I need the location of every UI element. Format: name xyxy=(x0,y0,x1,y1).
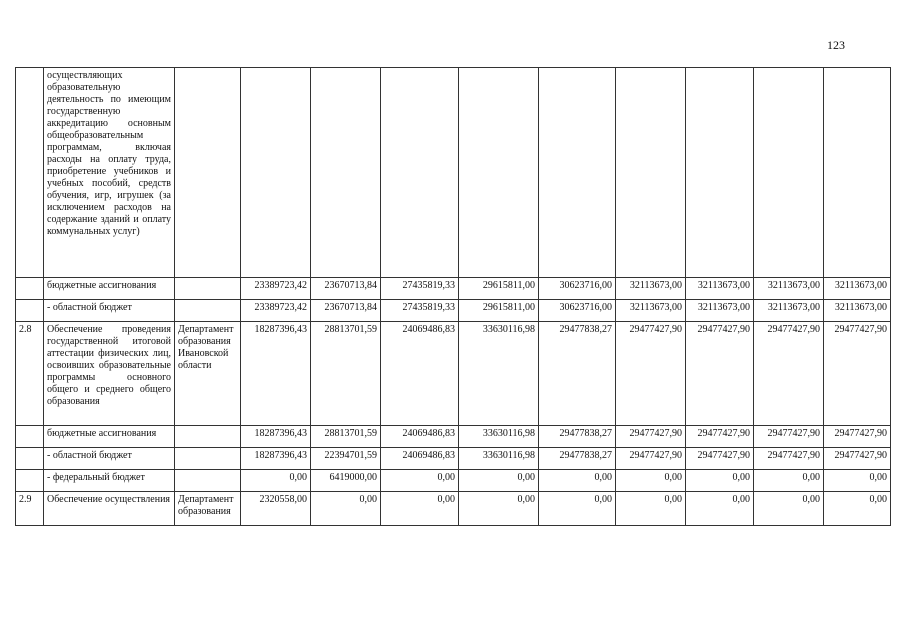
row-number xyxy=(16,448,44,470)
value-cell: 0,00 xyxy=(824,470,891,492)
row-description: осуществляющих образовательную деятельность по имеющим государственную аккредитацию основным общеобразовательным программам, включая расходы на оплату труда, приобретение учебников и учебных пособий, средств обучения, игр, игрушек (за исключением расходов на содержание зданий и оплату коммунальных услуг) xyxy=(44,68,175,278)
value-cell: 0,00 xyxy=(686,492,754,526)
value-cell: 23670713,84 xyxy=(311,300,381,322)
value-cell xyxy=(459,68,539,278)
budget-table xyxy=(15,67,891,526)
value-cell: 29477427,90 xyxy=(686,322,754,426)
row-number xyxy=(16,300,44,322)
row-description: Обеспечение проведения государственной итоговой аттестации физических лиц, освоивших образовательные программы основного общего и среднего общего образования xyxy=(44,322,175,426)
value-cell: 0,00 xyxy=(754,492,824,526)
value-cell: 29477427,90 xyxy=(686,426,754,448)
row-number xyxy=(16,68,44,278)
row-department: Департамент образования Ивановской области xyxy=(175,322,241,426)
value-cell: 27435819,33 xyxy=(381,278,459,300)
row-description: - областной бюджет xyxy=(44,300,175,322)
value-cell: 6419000,00 xyxy=(311,470,381,492)
value-cell: 23670713,84 xyxy=(311,278,381,300)
value-cell: 28813701,59 xyxy=(311,426,381,448)
page-number: 123 xyxy=(827,38,845,52)
value-cell: 29477427,90 xyxy=(754,322,824,426)
table-row xyxy=(16,492,891,526)
value-cell: 0,00 xyxy=(616,470,686,492)
value-cell: 0,00 xyxy=(241,470,311,492)
table-row xyxy=(16,300,891,322)
value-cell: 29477427,90 xyxy=(754,448,824,470)
value-cell xyxy=(616,68,686,278)
value-cell xyxy=(754,68,824,278)
value-cell xyxy=(824,68,891,278)
value-cell: 24069486,83 xyxy=(381,426,459,448)
table-row xyxy=(16,68,891,278)
value-cell: 33630116,98 xyxy=(459,448,539,470)
value-cell: 32113673,00 xyxy=(824,300,891,322)
table-row xyxy=(16,470,891,492)
value-cell: 28813701,59 xyxy=(311,322,381,426)
value-cell: 0,00 xyxy=(539,470,616,492)
row-description: - областной бюджет xyxy=(44,448,175,470)
value-cell: 23389723,42 xyxy=(241,300,311,322)
row-description: Обеспечение осуществления xyxy=(44,492,175,526)
value-cell: 29615811,00 xyxy=(459,278,539,300)
value-cell: 0,00 xyxy=(824,492,891,526)
value-cell: 0,00 xyxy=(459,492,539,526)
value-cell: 0,00 xyxy=(311,492,381,526)
value-cell: 32113673,00 xyxy=(686,278,754,300)
value-cell: 33630116,98 xyxy=(459,426,539,448)
value-cell xyxy=(311,68,381,278)
row-department xyxy=(175,426,241,448)
row-description: бюджетные ассигнования xyxy=(44,278,175,300)
table-row xyxy=(16,278,891,300)
value-cell: 30623716,00 xyxy=(539,278,616,300)
row-number: 2.9 xyxy=(16,492,44,526)
value-cell: 18287396,43 xyxy=(241,448,311,470)
value-cell: 18287396,43 xyxy=(241,322,311,426)
table-row xyxy=(16,322,891,426)
value-cell: 29477427,90 xyxy=(824,322,891,426)
value-cell xyxy=(381,68,459,278)
value-cell: 0,00 xyxy=(459,470,539,492)
value-cell: 24069486,83 xyxy=(381,322,459,426)
value-cell: 27435819,33 xyxy=(381,300,459,322)
row-number xyxy=(16,426,44,448)
row-department xyxy=(175,300,241,322)
row-description: бюджетные ассигнования xyxy=(44,426,175,448)
value-cell: 29477838,27 xyxy=(539,322,616,426)
row-department xyxy=(175,470,241,492)
value-cell: 32113673,00 xyxy=(754,300,824,322)
row-number: 2.8 xyxy=(16,322,44,426)
row-department: Департамент образования xyxy=(175,492,241,526)
value-cell: 32113673,00 xyxy=(616,278,686,300)
value-cell: 29477427,90 xyxy=(616,448,686,470)
row-department xyxy=(175,278,241,300)
value-cell: 33630116,98 xyxy=(459,322,539,426)
row-number xyxy=(16,278,44,300)
value-cell: 29615811,00 xyxy=(459,300,539,322)
value-cell: 0,00 xyxy=(539,492,616,526)
value-cell: 29477427,90 xyxy=(616,322,686,426)
value-cell xyxy=(686,68,754,278)
value-cell: 23389723,42 xyxy=(241,278,311,300)
value-cell: 2320558,00 xyxy=(241,492,311,526)
value-cell xyxy=(539,68,616,278)
row-number xyxy=(16,470,44,492)
value-cell: 29477427,90 xyxy=(686,448,754,470)
value-cell: 32113673,00 xyxy=(824,278,891,300)
value-cell xyxy=(241,68,311,278)
table-row xyxy=(16,426,891,448)
value-cell: 30623716,00 xyxy=(539,300,616,322)
value-cell: 29477427,90 xyxy=(824,448,891,470)
value-cell: 29477427,90 xyxy=(824,426,891,448)
value-cell: 29477427,90 xyxy=(616,426,686,448)
value-cell: 29477838,27 xyxy=(539,448,616,470)
value-cell: 0,00 xyxy=(381,470,459,492)
row-department xyxy=(175,448,241,470)
row-description: - федеральный бюджет xyxy=(44,470,175,492)
value-cell: 32113673,00 xyxy=(686,300,754,322)
value-cell: 32113673,00 xyxy=(754,278,824,300)
table-row xyxy=(16,448,891,470)
value-cell: 29477838,27 xyxy=(539,426,616,448)
budget-table-body xyxy=(16,68,891,526)
value-cell: 0,00 xyxy=(754,470,824,492)
value-cell: 24069486,83 xyxy=(381,448,459,470)
value-cell: 0,00 xyxy=(381,492,459,526)
value-cell: 0,00 xyxy=(616,492,686,526)
value-cell: 32113673,00 xyxy=(616,300,686,322)
value-cell: 18287396,43 xyxy=(241,426,311,448)
value-cell: 22394701,59 xyxy=(311,448,381,470)
value-cell: 29477427,90 xyxy=(754,426,824,448)
row-department xyxy=(175,68,241,278)
value-cell: 0,00 xyxy=(686,470,754,492)
